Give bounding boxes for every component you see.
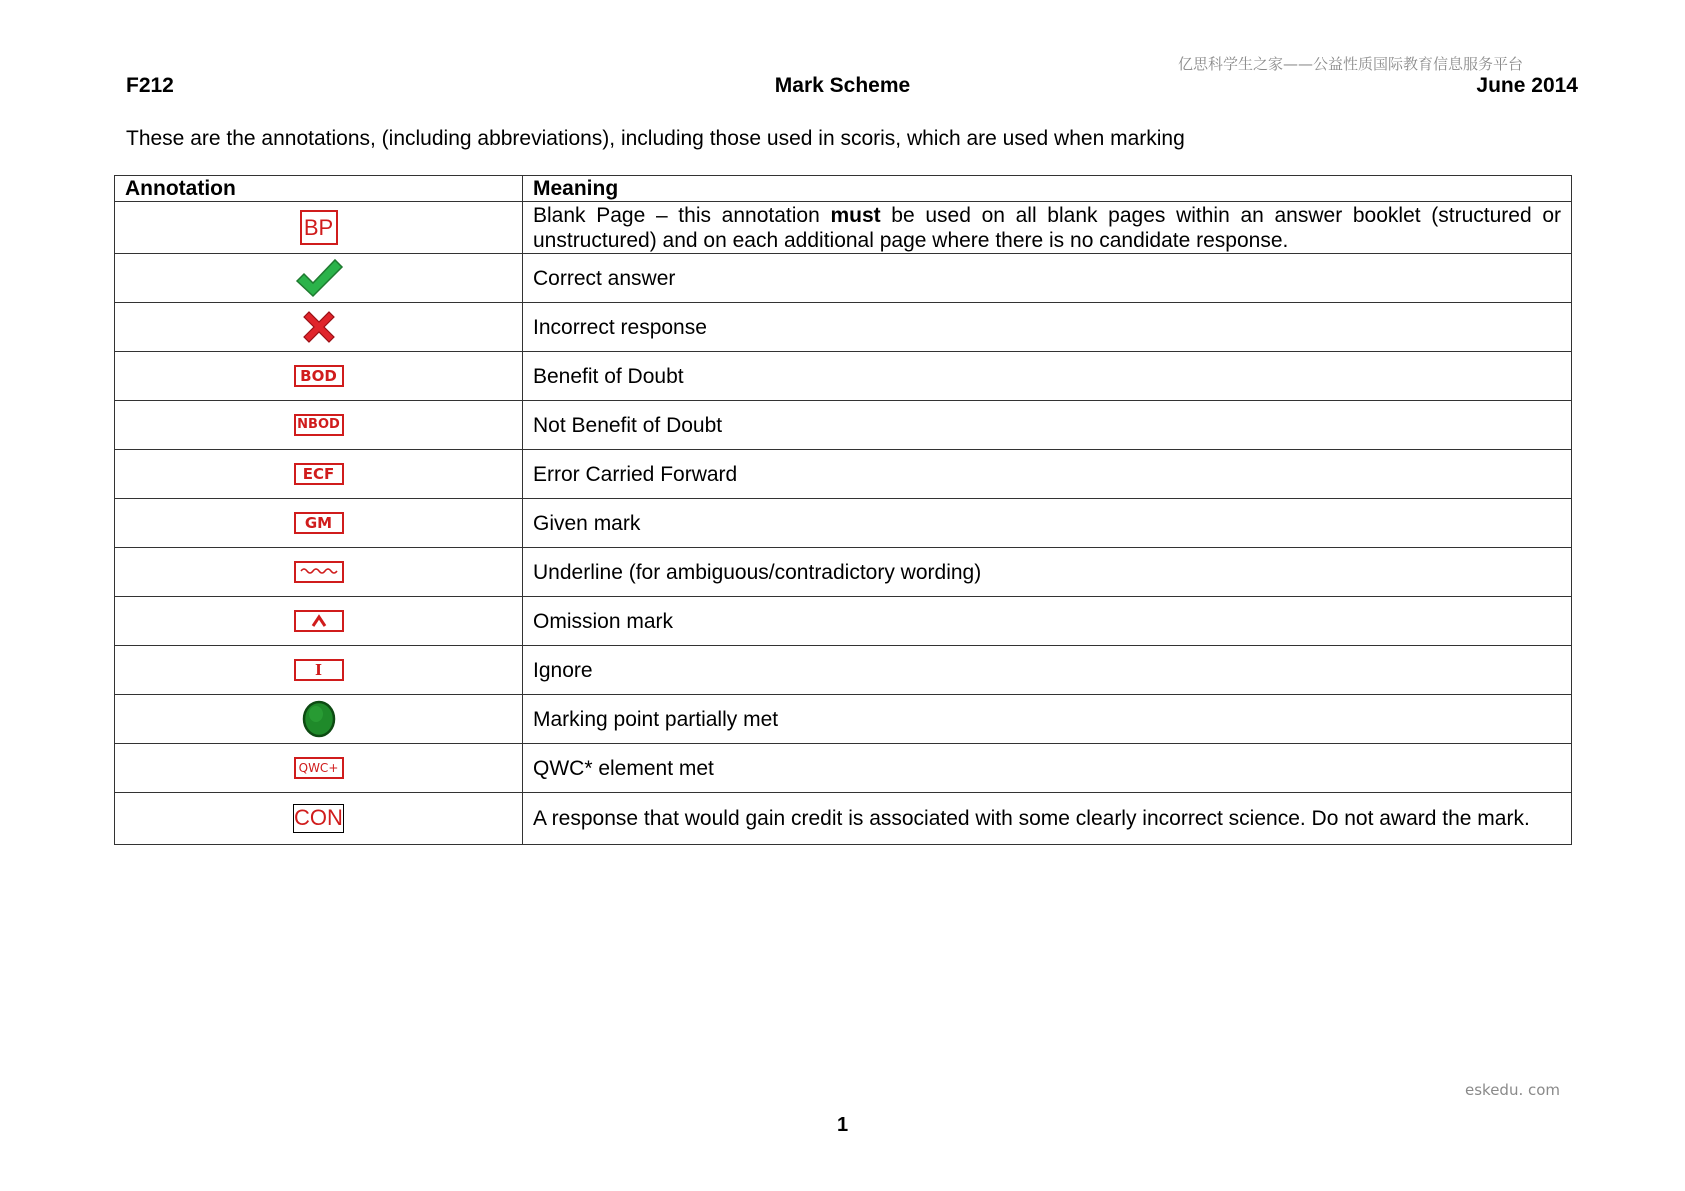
meaning-emphasis: must [830, 203, 881, 227]
annotation-cell [115, 499, 523, 548]
meaning-cell: Marking point partially met [523, 695, 1572, 744]
nbod-icon: NBOD [294, 414, 344, 436]
intro-text: These are the annotations, (including abbreviations), including those used in scoris, which are used when marking [126, 127, 1185, 150]
annotation-cell [115, 303, 523, 352]
meaning-cell: Given mark [523, 499, 1572, 548]
meaning-cell [523, 202, 1572, 254]
gm-icon: GM [294, 512, 344, 534]
ecf-icon: ECF [294, 463, 344, 485]
meaning-text: be used on all blank pages within an answer booklet (structured or unstructured) and on each additional page where there is no candidate response. [533, 203, 1561, 252]
bod-icon: BOD [294, 365, 344, 387]
table-row [115, 597, 1572, 646]
paper-code: F212 [126, 74, 174, 97]
meaning-cell: Correct answer [523, 254, 1572, 303]
cross-icon [300, 308, 338, 346]
meaning-cell: Error Carried Forward [523, 450, 1572, 499]
column-header-meaning: Meaning [523, 176, 1572, 202]
tick-icon [294, 257, 344, 299]
annotation-cell [115, 548, 523, 597]
con-icon: CON [293, 804, 344, 833]
table-row [115, 695, 1572, 744]
table-row [115, 303, 1572, 352]
annotation-cell [115, 744, 523, 793]
annotation-cell [115, 401, 523, 450]
annotation-cell [115, 202, 523, 254]
meaning-cell: Ignore [523, 646, 1572, 695]
qwc-plus-icon: QWC+ [294, 757, 344, 779]
table-row [115, 254, 1572, 303]
caret-icon [294, 610, 344, 632]
annotation-cell [115, 254, 523, 303]
annotation-cell [115, 793, 523, 845]
ignore-icon: I [294, 659, 344, 681]
annotation-cell [115, 646, 523, 695]
table-row [115, 744, 1572, 793]
document-title: Mark Scheme [774, 74, 911, 97]
annotation-cell [115, 450, 523, 499]
table-row [115, 499, 1572, 548]
green-dot-icon [301, 699, 337, 739]
meaning-cell: Omission mark [523, 597, 1572, 646]
annotations-table [114, 175, 1572, 845]
table-row [115, 450, 1572, 499]
meaning-text: Blank Page – this annotation [533, 203, 831, 227]
table-row [115, 202, 1572, 254]
table-row [115, 548, 1572, 597]
column-header-annotation: Annotation [115, 176, 523, 202]
table-row [115, 646, 1572, 695]
page-number: 1 [836, 1114, 849, 1136]
blank-page-icon: BP [300, 210, 338, 245]
meaning-cell: A response that would gain credit is associated with some clearly incorrect science. Do not award the mark. [523, 793, 1572, 845]
meaning-cell: Incorrect response [523, 303, 1572, 352]
annotation-cell [115, 352, 523, 401]
meaning-cell: Benefit of Doubt [523, 352, 1572, 401]
annotation-cell [115, 695, 523, 744]
exam-date: June 2014 [1476, 74, 1578, 97]
table-header-row [115, 176, 1572, 202]
meaning-cell: Underline (for ambiguous/contradictory wording) [523, 548, 1572, 597]
meaning-cell: Not Benefit of Doubt [523, 401, 1572, 450]
watermark-top: 亿思科学生之家——公益性质国际教育信息服务平台 [1178, 55, 1524, 73]
meaning-cell: QWC* element met [523, 744, 1572, 793]
table-row [115, 793, 1572, 845]
table-row [115, 401, 1572, 450]
annotation-cell [115, 597, 523, 646]
table-row [115, 352, 1572, 401]
watermark-bottom: eskedu. com [1465, 1081, 1561, 1099]
wavy-underline-icon [294, 561, 344, 583]
